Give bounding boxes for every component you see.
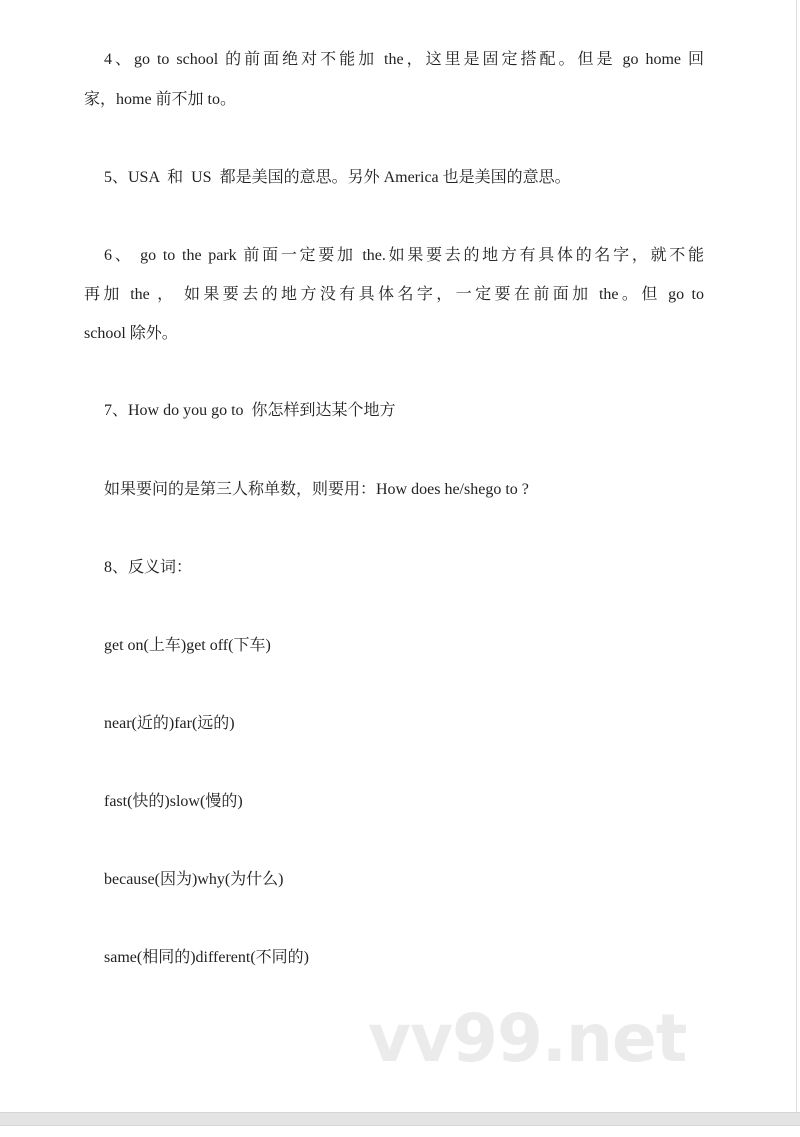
- paragraph-6-line-1: 6、 go to the park 前面一定要加 the.如果要去的地方有具体的名字，就不能: [104, 247, 704, 264]
- antonym-item: same(相同的)different(不同的): [104, 949, 309, 966]
- watermark: vv99.net: [368, 1000, 687, 1077]
- paragraph-5: 5、USA 和 US 都是美国的意思。另外 America 也是美国的意思。: [104, 169, 571, 186]
- antonym-item: fast(快的)slow(慢的): [104, 793, 243, 810]
- page-separator: [0, 1112, 800, 1126]
- paragraph-8-heading: 8、反义词：: [104, 559, 193, 576]
- antonym-item: get on(上车)get off(下车): [104, 637, 271, 654]
- paragraph-6-line-2: 再加 the ， 如果要去的地方没有具体名字，一定要在前面加 the。但 go to: [84, 286, 704, 303]
- paragraph-4-line-1: 4、go to school 的前面绝对不能加 the，这里是固定搭配。但是 go home 回: [104, 51, 704, 68]
- paragraph-6-line-3: school 除外。: [84, 325, 178, 342]
- antonym-item: near(近的)far(远的): [104, 715, 235, 732]
- paragraph-7: 7、How do you go to 你怎样到达某个地方: [104, 402, 396, 419]
- antonym-item: because(因为)why(为什么): [104, 871, 284, 888]
- paragraph-7-note: 如果要问的是第三人称单数，则要用：How does he/shego to ?: [104, 481, 529, 498]
- paragraph-4-line-2: 家，home 前不加 to。: [84, 91, 236, 108]
